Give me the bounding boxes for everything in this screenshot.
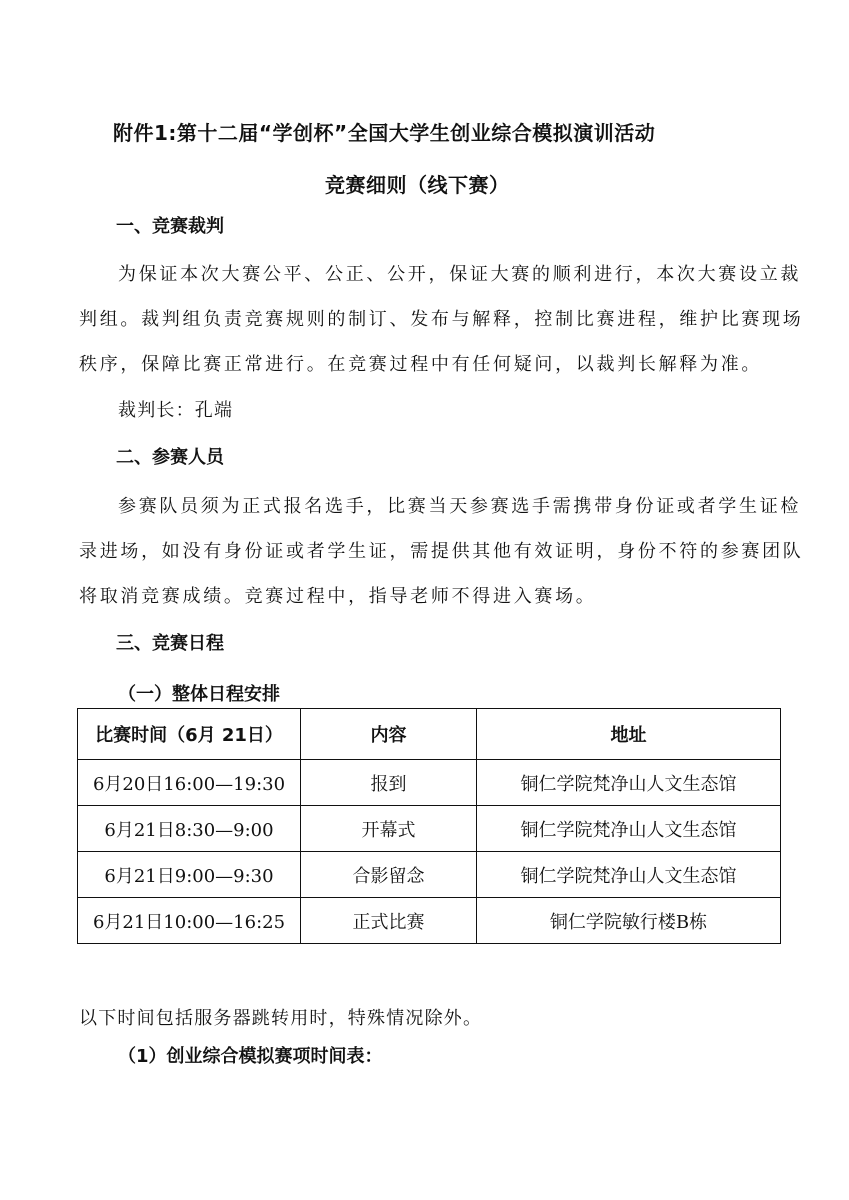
header-content: 内容 — [301, 709, 477, 760]
table-row — [78, 898, 781, 944]
section-heading-participants: 二、参赛人员 — [116, 447, 224, 468]
cell-address: 铜仁学院梵净山人文生态馆 — [477, 806, 781, 852]
table-row — [78, 806, 781, 852]
table-row — [78, 760, 781, 806]
cell-time: 6月21日9:00—9:30 — [78, 852, 301, 898]
header-time: 比赛时间（6月 21日） — [78, 709, 301, 760]
table-row — [78, 852, 781, 898]
referees-paragraph-line-1: 为保证本次大赛公平、公正、公开，保证大赛的顺利进行，本次大赛设立裁 — [118, 264, 802, 285]
cell-time: 6月21日8:30—9:00 — [78, 806, 301, 852]
cell-address: 铜仁学院梵净山人文生态馆 — [477, 852, 781, 898]
cell-time: 6月20日16:00—19:30 — [78, 760, 301, 806]
cell-content: 正式比赛 — [301, 898, 477, 944]
subsection-heading-overall-schedule: （一）整体日程安排 — [118, 684, 280, 705]
section-heading-referees: 一、竞赛裁判 — [116, 216, 224, 237]
schedule-note: 以下时间包括服务器跳转用时，特殊情况除外。 — [79, 1008, 483, 1029]
chief-referee-line: 裁判长：孔端 — [118, 400, 234, 421]
section-heading-schedule: 三、竞赛日程 — [116, 633, 224, 654]
participants-paragraph-line-3: 将取消竞赛成绩。竞赛过程中，指导老师不得进入赛场。 — [79, 586, 597, 607]
referees-paragraph-line-3: 秩序，保障比赛正常进行。在竞赛过程中有任何疑问，以裁判长解释为准。 — [79, 354, 763, 375]
cell-content: 开幕式 — [301, 806, 477, 852]
cell-address: 铜仁学院敏行楼B栋 — [477, 898, 781, 944]
cell-content: 报到 — [301, 760, 477, 806]
header-address: 地址 — [477, 709, 781, 760]
subsection-heading-event-timetable: （1）创业综合模拟赛项时间表： — [118, 1046, 383, 1067]
referees-paragraph-line-2: 判组。裁判组负责竞赛规则的制订、发布与解释，控制比赛进程，维护比赛现场 — [79, 309, 804, 330]
cell-content: 合影留念 — [301, 852, 477, 898]
document-title-line-1: 附件1:第十二届“学创杯”全国大学生创业综合模拟演训活动 — [113, 121, 656, 145]
cell-time: 6月21日10:00—16:25 — [78, 898, 301, 944]
participants-paragraph-line-1: 参赛队员须为正式报名选手，比赛当天参赛选手需携带身份证或者学生证检 — [118, 496, 802, 517]
table-header-row — [78, 709, 781, 760]
participants-paragraph-line-2: 录进场，如没有身份证或者学生证，需提供其他有效证明，身份不符的参赛团队 — [79, 541, 804, 562]
schedule-table — [77, 708, 781, 944]
cell-address: 铜仁学院梵净山人文生态馆 — [477, 760, 781, 806]
document-title-line-2: 竞赛细则（线下赛） — [325, 173, 510, 197]
